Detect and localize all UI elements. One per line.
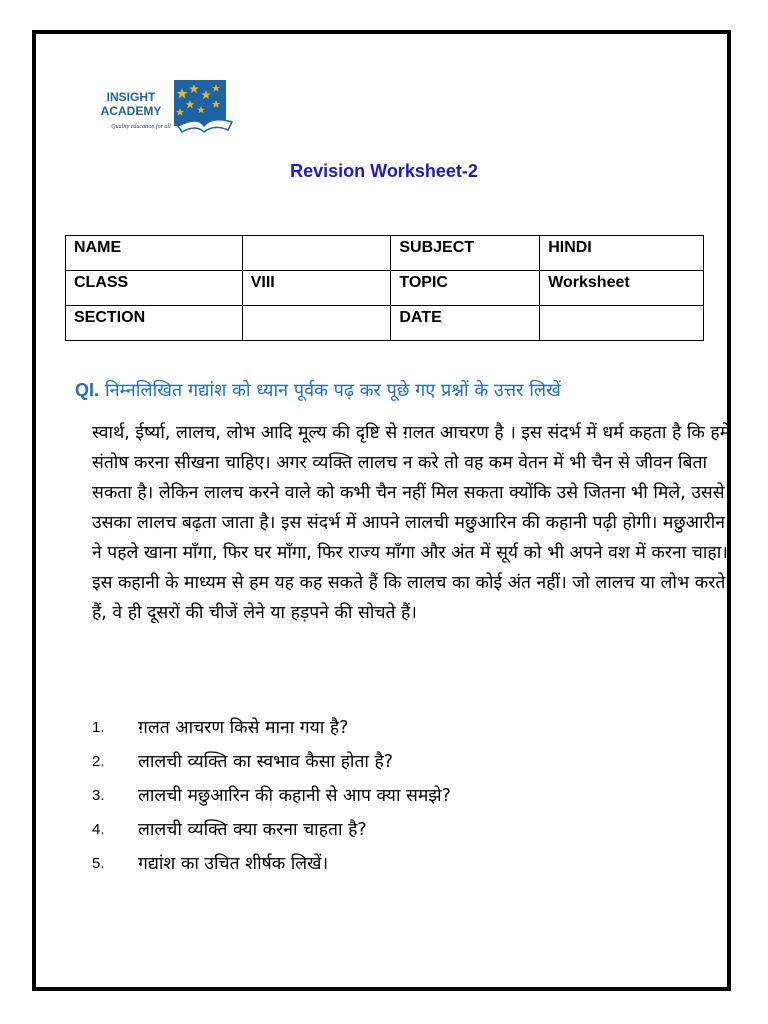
question-list [92,710,451,880]
item-text: ग़लत आचरण किसे माना गया है? [138,718,349,738]
subject-value: HINDI [540,236,704,271]
insight-academy-logo [96,80,238,140]
list-item [92,778,451,812]
name-value [242,236,391,271]
section-label: SECTION [66,306,243,341]
question-instruction: निम्नलिखित गद्यांश को ध्यान पूर्वक पढ़ कर पूछे गए प्रश्नों के उत्तर लिखें [105,380,561,401]
passage-text: स्वार्थ, ईर्ष्या, लालच, लोभ आदि मूल्य की दृष्टि से ग़लत आचरण है । इस संदर्भ में धर्म कहता है कि हमें संतोष करना सीखना चाहिए। अगर व्यक्ति लालच न करे तो वह कम वेतन में भी चैन से जीवन बिता सकता है। लेकिन लालच करने वाले को कभी चैन नहीं मिल सकता क्योंकि उसे जितना भी मिले, उससे उसका लालच बढ़ता जाता है। इस संदर्भ में आपने लालची मछुआरिन की कहानी पढ़ी होगी। मछुआरीन ने पहले खाना माँगा, फिर घर माँगा, फिर राज्य माँगा और अंत में सूर्य को भी अपने वश में करना चाहा। इस कहानी के माध्यम से हम यह कह सकते हैं कि लालच का कोई अंत नहीं। जो लालच या लोभ करते हैं, वे ही दूसरों की चीजें लेने या हड़पने की सोचते हैं। [92,423,731,623]
list-item [92,846,451,880]
subject-label: SUBJECT [391,236,540,271]
question-number: QI. [75,380,100,400]
item-text: लालची व्यक्ति क्या करना चाहता है? [138,820,367,840]
table-row [66,236,704,271]
worksheet-title: Revision Worksheet-2 [290,161,478,181]
list-item [92,710,451,744]
class-value: VIII [242,271,391,306]
table-row [66,306,704,341]
passage [92,418,732,628]
list-item [92,744,451,778]
class-label: CLASS [66,271,243,306]
item-text: गद्यांश का उचित शीर्षक लिखें। [138,854,329,874]
logo-tagline: Quality education for all [111,124,171,130]
item-number: 5. [92,854,105,872]
name-label: NAME [66,236,243,271]
topic-value: Worksheet [540,271,704,306]
topic-label: TOPIC [391,271,540,306]
table-row [66,271,704,306]
item-text: लालची व्यक्ति का स्वभाव कैसा होता है? [138,752,394,772]
student-info-table [65,235,704,341]
item-number: 4. [92,820,105,838]
list-item [92,812,451,846]
item-number: 2. [92,752,105,770]
item-number: 3. [92,786,105,804]
stars-book-icon [168,80,234,136]
item-text: लालची मछुआरिन की कहानी से आप क्या समझे? [138,786,451,806]
date-label: DATE [391,306,540,341]
date-value [540,306,704,341]
section-value [242,306,391,341]
question-heading [75,378,561,402]
item-number: 1. [92,718,105,736]
logo-name: INSIGHT ACADEMY [100,90,162,118]
